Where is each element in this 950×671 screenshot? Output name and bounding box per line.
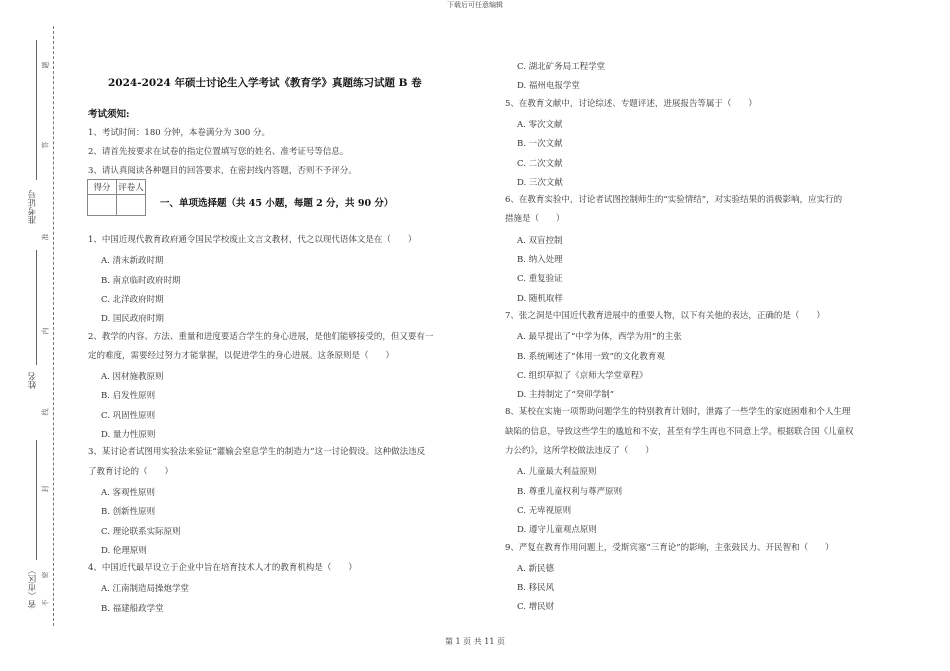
header-note: 下载后可任意编辑 <box>447 1 503 9</box>
answer-option[interactable]: C. 湖北矿务局工程学堂 <box>517 62 606 72</box>
answer-option[interactable]: A. 双盲控制 <box>517 235 563 246</box>
seal-char: 密 <box>41 571 50 579</box>
score-cell[interactable] <box>88 195 117 216</box>
answer-option[interactable]: B. 创新性原则 <box>101 507 156 518</box>
score-header: 得分 <box>88 180 117 195</box>
answer-option[interactable]: C. 北洋政府时期 <box>101 294 164 305</box>
answer-option[interactable]: B. 系统阐述了“体用一致”的文化教育观 <box>517 351 665 362</box>
seal-char: 题 <box>41 61 50 69</box>
section-title: 一、单项选择题（共 45 小题，每题 2 分，共 90 分） <box>160 198 394 209</box>
question-text: 9、严复在教育作用问题上，受斯宾塞“三育论”的影响，主张鼓民力、开民智和（ ） <box>505 542 834 553</box>
seal-dashed-line <box>53 26 54 626</box>
question-text: 了教育讨论的（ ） <box>88 466 174 477</box>
exam-title: 2024-2024 年硕士讨论生入学考试《教育学》真题练习试题 B 卷 <box>108 77 422 89</box>
answer-option[interactable]: A. 零次文献 <box>517 119 563 130</box>
answer-option[interactable]: C. 重复验证 <box>517 274 563 285</box>
question-text: 3、某讨论者试图用实验法来验证“灌输会窒息学生的制造力”这一讨论假设。这种做法违反 <box>88 447 426 458</box>
answer-option[interactable]: A. 最早提出了“中学为体，西学为用”的主张 <box>517 332 682 343</box>
answer-option[interactable]: B. 纳入处理 <box>517 255 563 265</box>
province-field[interactable] <box>36 440 37 560</box>
seal-char: 封 <box>41 485 50 493</box>
admission-number-field[interactable] <box>36 40 37 180</box>
question-text: 2、教学的内容、方法、重量和进度要适合学生的身心进展，是他们能够接受的，但又要有一 <box>88 331 434 342</box>
admission-number-label: 准考证号 <box>28 190 38 224</box>
notes-heading: 考试须知: <box>88 109 130 120</box>
answer-option[interactable]: D. 三次文献 <box>517 177 563 188</box>
answer-option[interactable]: D. 伦理原则 <box>101 545 147 556</box>
question-text: 缺陷的信息，导致这些学生的尴尬和不安，甚至有学生再也不同意上学。根据联合国《儿童权 <box>505 426 854 437</box>
seal-char: 准 <box>41 233 50 241</box>
answer-option[interactable]: D. 量力性原则 <box>101 430 156 440</box>
note-item: 3、请认真阅读各种题目的回答要求，在密封线内答题，否则不予评分。 <box>88 166 357 176</box>
grader-cell[interactable] <box>117 195 146 216</box>
answer-option[interactable]: A. 因材施教原则 <box>101 372 164 383</box>
answer-option[interactable]: D. 主持制定了“癸卯学制” <box>517 390 615 401</box>
answer-option[interactable]: D. 随机取样 <box>517 293 563 304</box>
seal-char: 线 <box>41 408 50 416</box>
answer-option[interactable]: C. 理论联系实际原则 <box>101 526 181 537</box>
answer-option[interactable]: D. 国民政府时期 <box>101 314 164 325</box>
grader-header: 评卷人 <box>117 180 146 195</box>
answer-option[interactable]: B. 移民风 <box>517 583 555 594</box>
seal-char: 内 <box>41 327 50 335</box>
answer-option[interactable]: A. 客观性原则 <box>101 487 156 498</box>
score-table <box>87 179 146 216</box>
question-text: 8、某校在实施一项帮助问题学生的特别教育计划时，泄露了一些学生的家庭困难和个人生理 <box>505 407 851 418</box>
province-label: 省（市区） <box>28 566 38 609</box>
question-text: 7、张之洞是中国近代教育进展中的重要人物，以下有关他的表达，正确的是（ ） <box>505 310 825 321</box>
name-field[interactable] <box>36 250 37 365</box>
seal-char: 不 <box>41 599 50 607</box>
question-text: 1、中国近现代教育政府通令国民学校废止文言文教材，代之以现代语体文是在（ ） <box>88 235 417 245</box>
answer-option[interactable]: C. 增民财 <box>517 602 555 613</box>
answer-option[interactable]: D. 福州电报学堂 <box>517 81 580 92</box>
answer-option[interactable]: B. 一次文献 <box>517 139 563 150</box>
name-label: 姓名 <box>28 372 38 389</box>
answer-option[interactable]: B. 启发性原则 <box>101 391 156 402</box>
answer-option[interactable]: B. 南京临时政府时期 <box>101 275 181 286</box>
seal-char: 答 <box>41 141 50 149</box>
answer-option[interactable]: C. 二次文献 <box>517 158 563 169</box>
question-text: 力公约》，这所学校做法违反了（ ） <box>505 446 654 456</box>
answer-option[interactable]: C. 组织草拟了《京师大学堂章程》 <box>517 370 648 381</box>
answer-option[interactable]: A. 江南制造局操炮学堂 <box>101 584 190 595</box>
note-item: 1、考试时间：180 分钟，本卷满分为 300 分。 <box>88 128 270 138</box>
answer-option[interactable]: C. 巩固性原则 <box>101 410 156 421</box>
note-item: 2、请首先按要求在试卷的指定位置填写您的姓名、准考证号等信息。 <box>88 147 349 157</box>
question-text: 4、中国近代最早设立于企业中旨在培育技术人才的教育机构是（ ） <box>88 563 357 574</box>
question-text: 5、在教育文献中，讨论综述、专题评述，进展报告等属于（ ） <box>505 98 757 109</box>
answer-option[interactable]: D. 遵守儿童观点原则 <box>517 525 597 536</box>
question-text: 定的难度，需要经过努力才能掌握，以促进学生的身心进展。这条原则是（ ） <box>88 350 395 361</box>
answer-option[interactable]: A. 清末新政时期 <box>101 256 164 267</box>
answer-option[interactable]: B. 福建船政学堂 <box>101 603 164 614</box>
page-footer: 第 1 页 共 11 页 <box>445 637 505 646</box>
question-text: 6、在教育实验中，讨论者试图控制师生的“实验情结”，对实验结果的消极影响，应实行的 <box>505 195 843 206</box>
question-text: 措施是（ ） <box>505 214 565 225</box>
answer-option[interactable]: A. 新民德 <box>517 563 555 574</box>
answer-option[interactable]: B. 尊重儿童权利与尊严原则 <box>517 486 623 497</box>
answer-option[interactable]: C. 无卑视原则 <box>517 505 572 516</box>
answer-option[interactable]: A. 儿童最大利益原则 <box>517 467 597 478</box>
